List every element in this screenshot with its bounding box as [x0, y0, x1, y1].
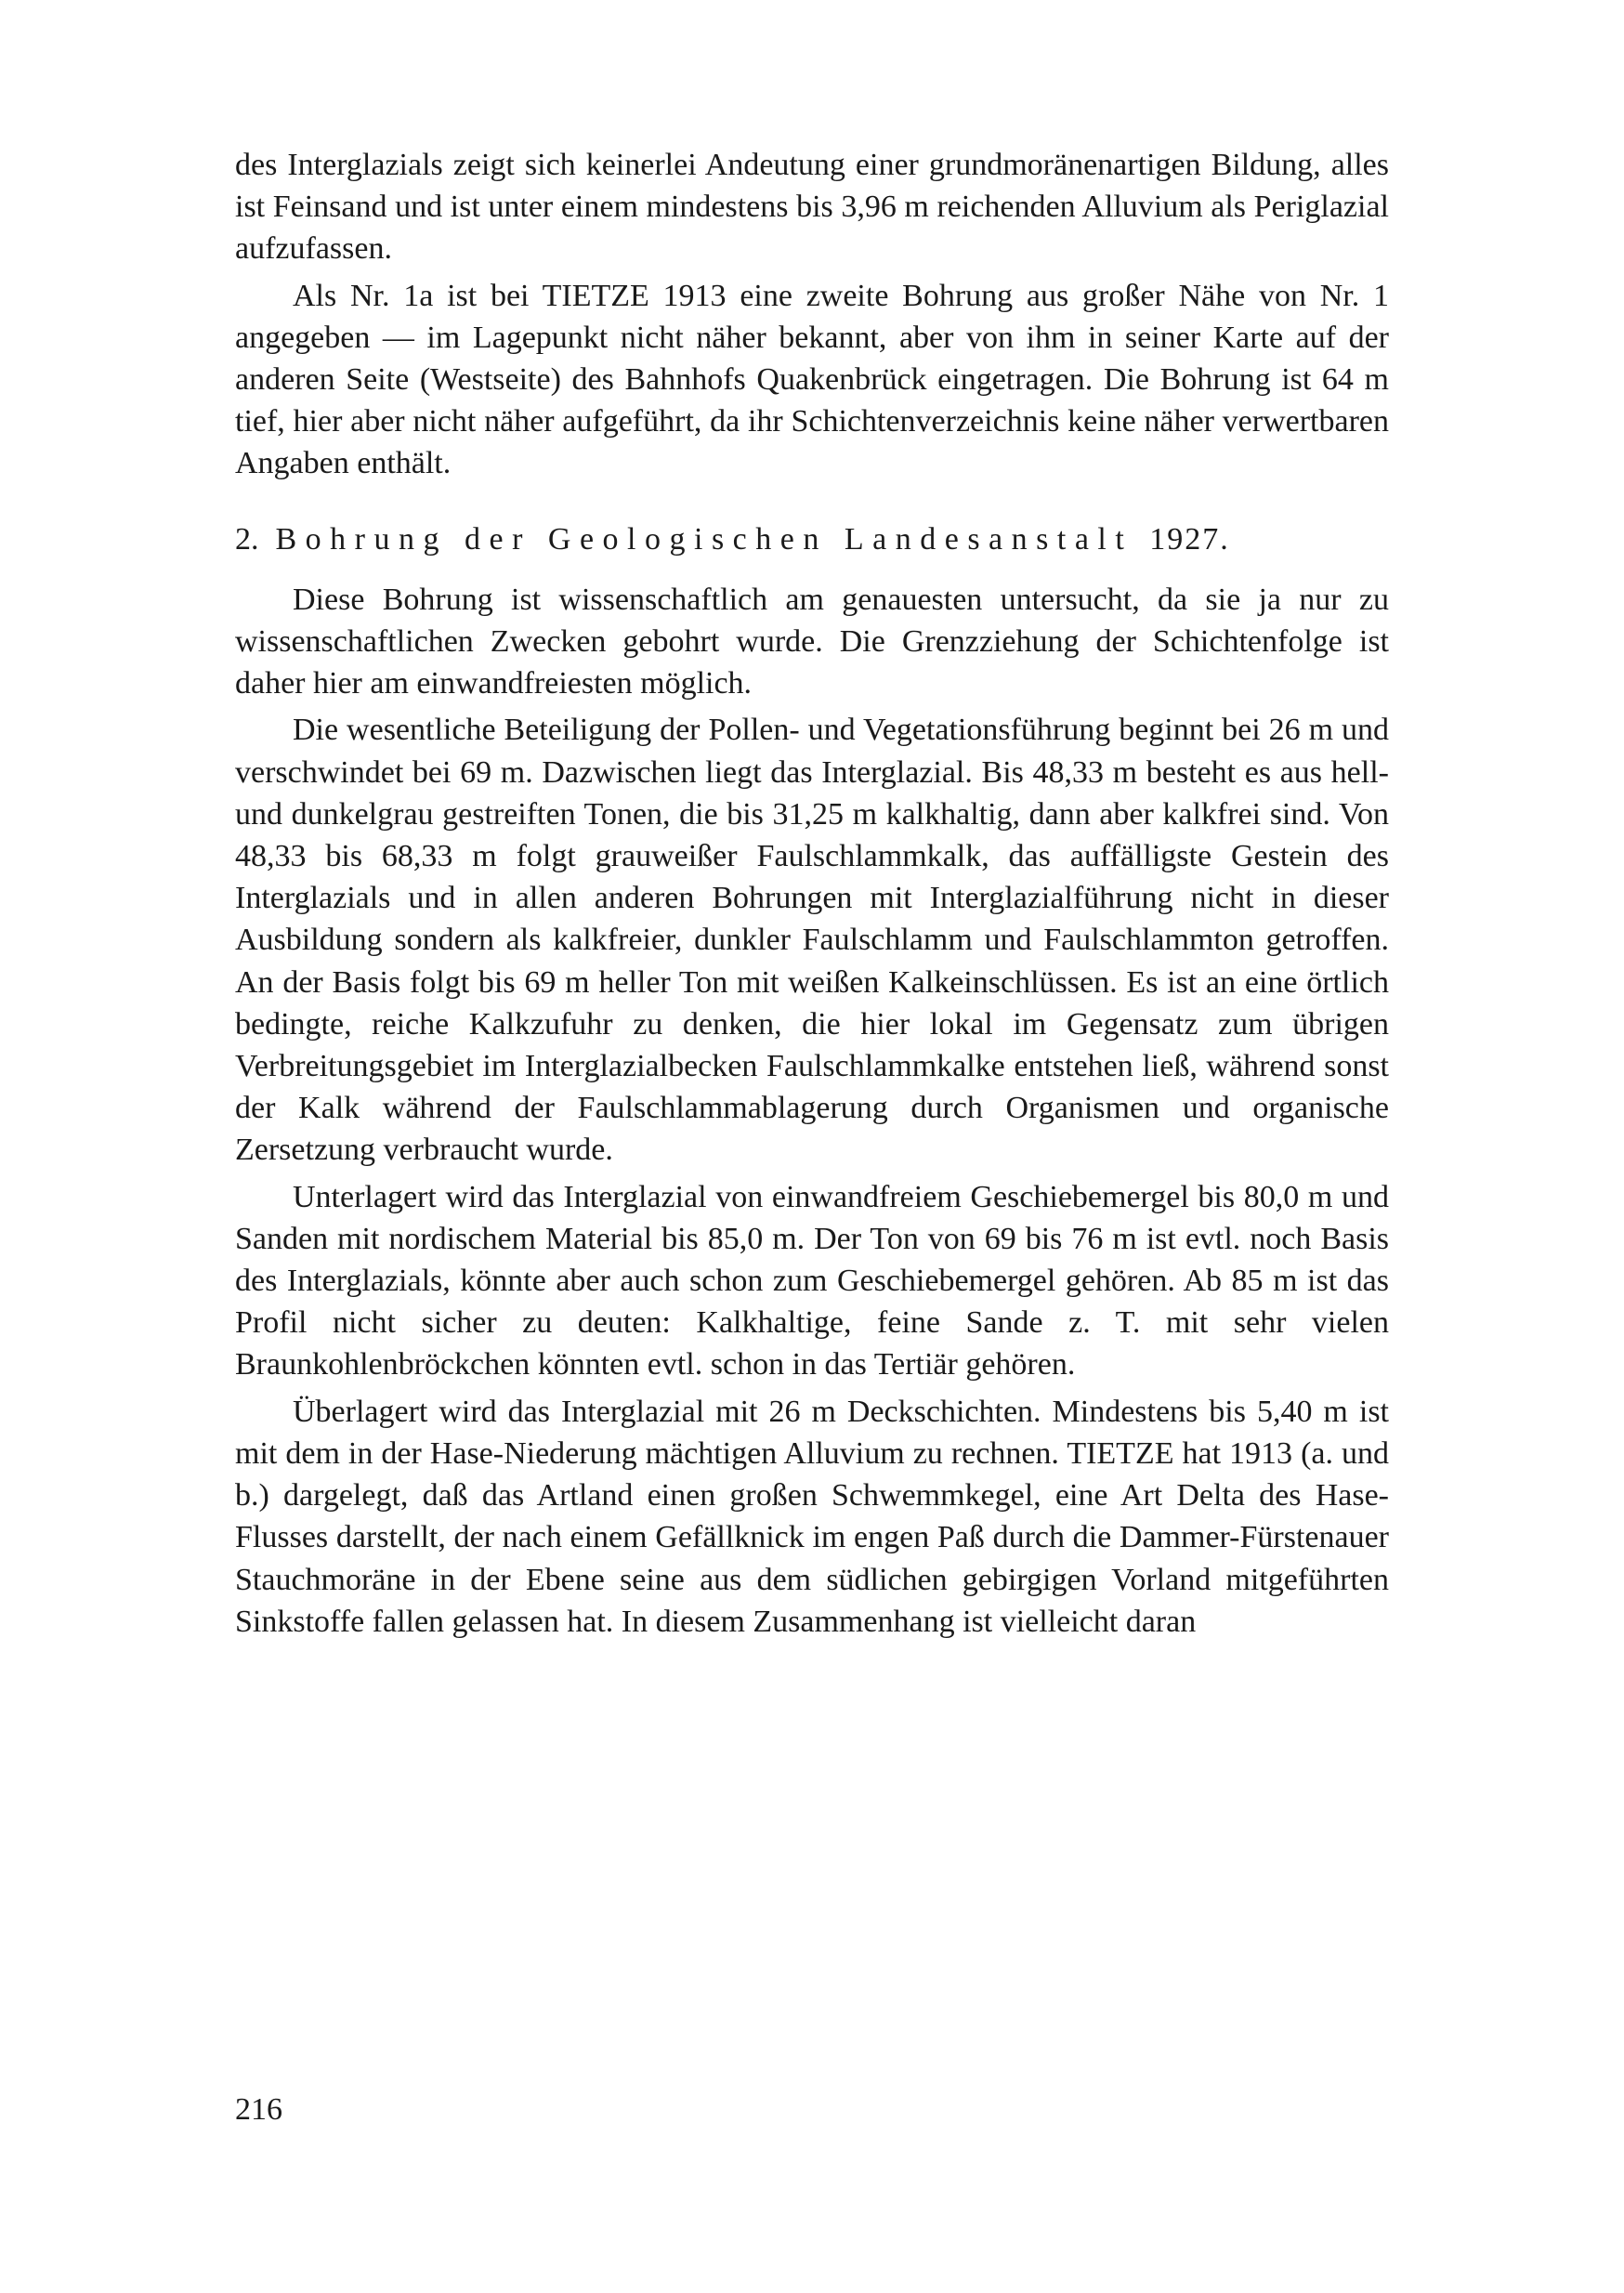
paragraph-boring-1a: Als Nr. 1a ist bei TIETZE 1913 eine zweite Bohrung aus großer Nähe von Nr. 1 angegeben — im Lagepunkt nicht näher bekannt, aber von ihm in seiner Karte auf der anderen Seite (Westseite) des Bahnhofs Quakenbrück eingetragen. Die Bohrung ist 64 m tief, hier aber nicht näher aufgeführt, da ihr Schichtenverzeichnis keine näher verwertbaren Angaben enthält. [235, 278, 1389, 481]
section-year: 1927. [1149, 521, 1230, 557]
paragraph-underlying: Unterlagert wird das Interglazial von einwandfreiem Geschiebemergel bis 80,0 m und Sanden mit nordischem Material bis 85,0 m. Der Ton von 69 bis 76 m ist evtl. noch Basis des Interglazials, könnte aber auch schon zum Geschiebemergel gehören. Ab 85 m ist das Profil nicht sicher zu deuten: Kalkhaltige, feine Sande z. T. mit sehr vielen Braunkohlenbröckchen könnten evtl. schon in das Tertiär gehören. [235, 1179, 1389, 1382]
paragraph-intro: Diese Bohrung ist wissenschaftlich am genauesten untersucht, da sie ja nur zu wissenschaftlichen Zwecken gebohrt wurde. Die Grenzziehung der Schichtenfolge ist daher hier am einwandfreiesten möglich. [235, 582, 1389, 701]
paragraph-continuation: des Interglazials zeigt sich keinerlei Andeutung einer grundmoränenartigen Bildung, alles ist Feinsand und ist unter einem mindestens bis 3,96 m reichenden Alluvium als Periglazial aufzufassen. [235, 148, 1389, 267]
text-column [235, 144, 1389, 1647]
page-number: 216 [235, 2092, 282, 2127]
paragraph-overlying: Überlagert wird das Interglazial mit 26 m Deckschichten. Mindestens bis 5,40 m ist mit dem in der Hase-Niederung mächtigen Alluvium zu rechnen. TIETZE hat 1913 (a. und b.) dargelegt, daß das Artland einen großen Schwemmkegel, eine Art Delta des Hase-Flusses darstellt, der nach einem Gefällknick im engen Paß durch die Dammer-Fürstenauer Stauchmoräne in der Ebene seine aus dem südlichen gebirgigen Vorland mitgeführten Sinkstoffe fallen gelassen hat. In diesem Zusammenhang ist vielleicht daran [235, 1394, 1389, 1639]
section-title: Bohrung der Geologischen Landesanstalt [275, 521, 1133, 557]
section-number: 2. [235, 521, 259, 557]
section-heading [235, 518, 1389, 560]
paragraph-interglacial: Die wesentliche Beteiligung der Pollen- und Vegetationsführung beginnt bei 26 m und verschwindet bei 69 m. Dazwischen liegt das Interglazial. Bis 48,33 m besteht es aus hell- und dunkelgrau gestreiften Tonen, die bis 31,25 m kalkhaltig, dann aber kalkfrei sind. Von 48,33 bis 68,33 m folgt grauweißer Faulschlammkalk, das auffälligste Gestein des Interglazials und in allen anderen Bohrungen mit Interglazialführung nicht in dieser Ausbildung sondern als kalkfreier, dunkler Faulschlamm und Faulschlammton getroffen. An der Basis folgt bis 69 m heller Ton mit weißen Kalkeinschlüssen. Es ist an eine örtlich bedingte, reiche Kalkzufuhr zu denken, die hier lokal im Gegensatz zum übrigen Verbreitungsgebiet im Interglazialbecken Faulschlammkalke entstehen ließ, während sonst der Kalk während der Faulschlammablagerung durch Organismen und organische Zersetzung verbraucht wurde. [235, 713, 1389, 1168]
